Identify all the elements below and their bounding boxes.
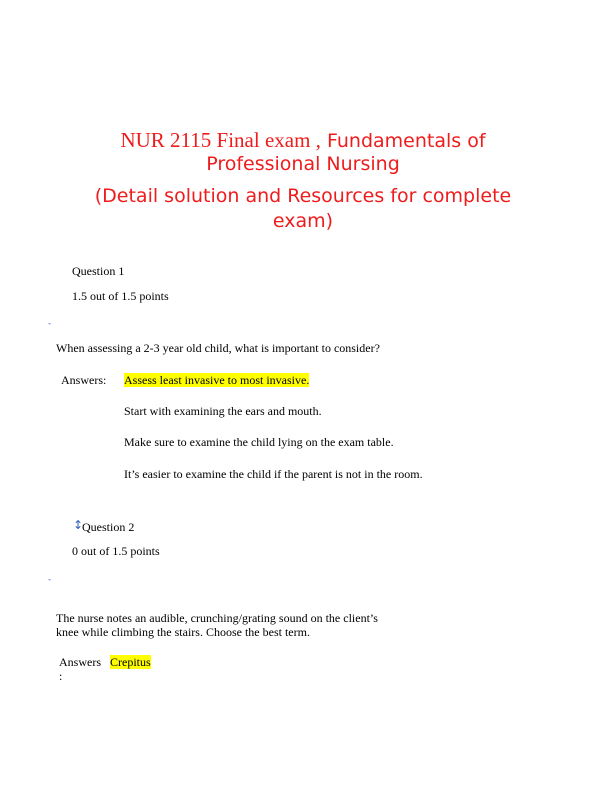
question-1-option-2: Start with examining the ears and mouth.	[124, 404, 322, 418]
question-2-prompt-line2: knee while climbing the stairs. Choose the best term.	[56, 625, 310, 639]
selected-answer-highlight: Crepitus	[110, 655, 151, 669]
question-1-points: 1.5 out of 1.5 points	[72, 289, 169, 303]
move-arrow-icon: ↕	[73, 518, 84, 532]
page-title	[0, 128, 606, 153]
question-2-marker: -	[48, 575, 52, 585]
page-title-line2	[0, 151, 606, 176]
question-2-answers-label: Answers	[59, 655, 101, 669]
question-1-prompt: When assessing a 2-3 year old child, what is important to consider?	[56, 341, 380, 355]
question-2-label: Question 2	[82, 520, 135, 534]
title-part2: Fundamentals of	[320, 130, 486, 152]
question-1-label: Question 1	[72, 264, 125, 278]
page-subtitle: (Detail solution and Resources for complete exam)	[94, 185, 512, 232]
question-2-answers-colon: :	[59, 669, 63, 683]
question-2-points: 0 out of 1.5 points	[72, 544, 160, 558]
question-1-option-1	[124, 373, 309, 388]
question-1-option-3: Make sure to examine the child lying on the exam table.	[124, 435, 394, 449]
question-1-option-4: It’s easier to examine the child if the parent is not in the room.	[124, 467, 423, 481]
title-part1: NUR 2115 Final exam ,	[120, 128, 321, 152]
correct-answer-highlight: Assess least invasive to most invasive.	[124, 373, 310, 387]
question-2-selected-answer	[110, 655, 151, 670]
title-line2: Professional Nursing	[206, 153, 400, 175]
question-1-answers-label: Answers:	[61, 373, 107, 387]
question-1-marker: -	[48, 319, 52, 329]
question-2-prompt-line1: The nurse notes an audible, crunching/grating sound on the client’s	[56, 611, 378, 625]
